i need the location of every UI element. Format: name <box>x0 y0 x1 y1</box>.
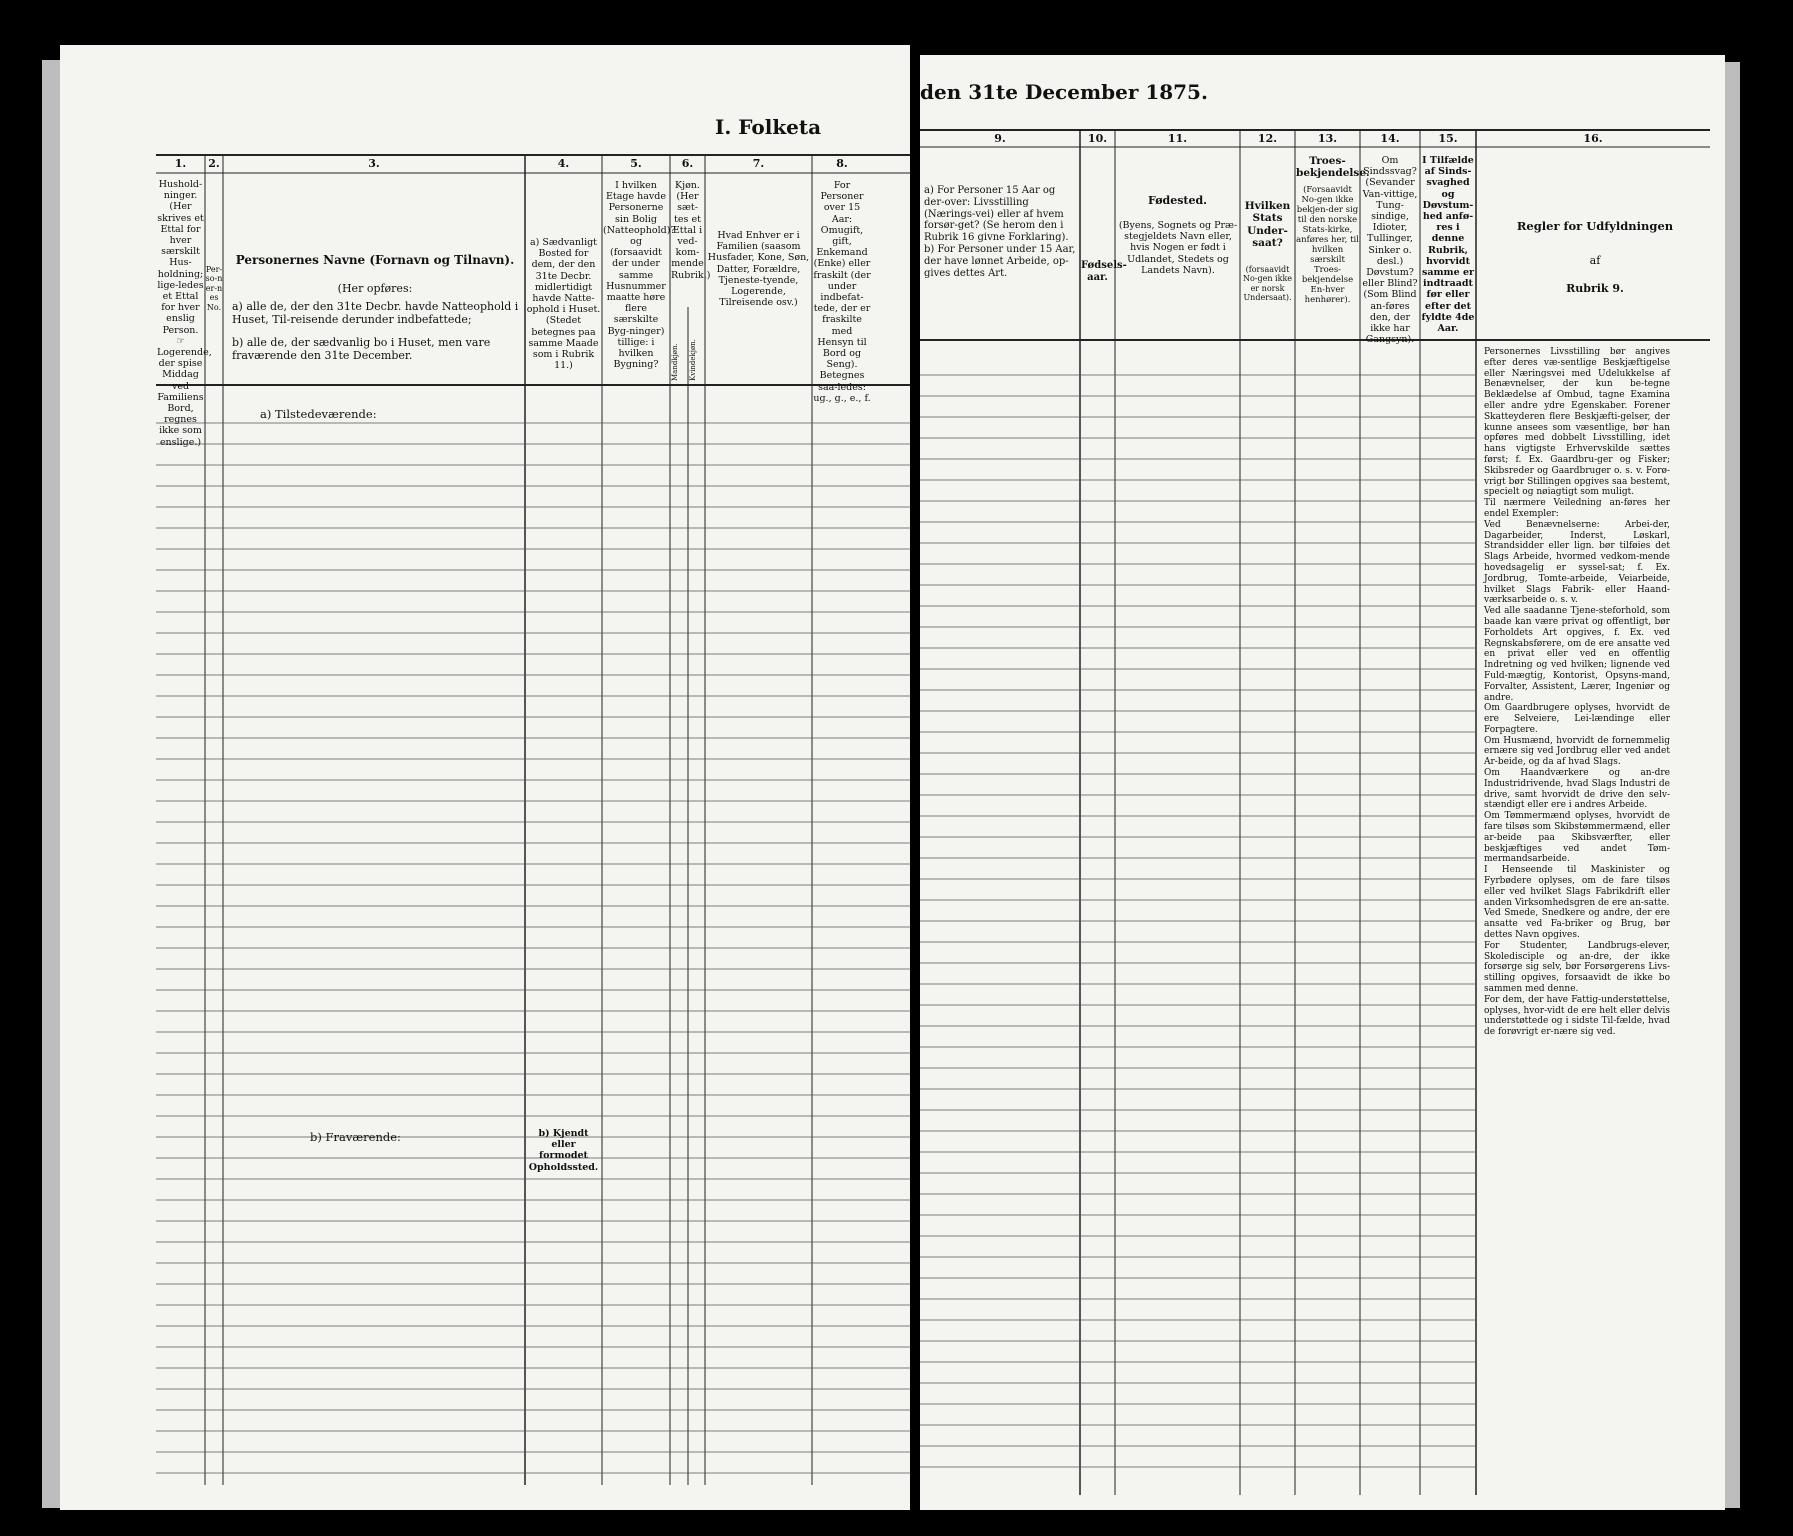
rule-paragraph: Personernes Livsstilling bør angives efter deres væ-sentlige Beskjæftigelse eller Næringsvei med Udelukkelse af Benævnelser, der kun be-tegne Beklædelse af Ombud, tagne Examina eller andre ydre Egenskaber. Forener Skatteyderen flere Beskjæfti-gelser, der kunne ansees som væsentlige, bør han opføres med dobbelt Livsstilling, idet hans vigtigste Erhvervskilde sættes først; f. Ex. Gaardbru-ger og Fisker; Skibsreder og Gaardbruger o. s. v. Forø-vrigt bør Stillingen opgives saa bestemt, specielt og nøiagtigt som muligt. <box>1484 347 1670 498</box>
col-6-female: Kvindekjøn. <box>689 339 697 381</box>
rule-paragraph: For Studenter, Landbrugs-elever, Skoledisciple og an-dre, der ikke forsørge sig selv, bør Forsørgerens Livs-stilling opgives, forsaavidt de ikke bo sammen med denne. <box>1484 940 1670 995</box>
col-8-header: For Personer over 15 Aar: Omugift, gift, Enkemand (Enke) eller fraskilt (der under indbefat-tede, der er fraskilte med Hensyn til Bord og Seng). Betegnes saa-ledes: ug., g., e., f. <box>813 180 871 404</box>
col-16-rubrik: Rubrik 9. <box>1566 282 1624 295</box>
col-11-number: 11. <box>1167 132 1188 145</box>
col-9-header: a) For Personer 15 Aar og der-over: Livsstilling (Nærings-vei) eller af hvem forsør-get? (Se herom den i Rubrik 16 givne Forklaring). b) For Personer under 15 Aar, der have lønnet Arbeide, op-gives dettes Art. <box>924 185 1076 279</box>
rule-paragraph: Til nærmere Veiledning an-føres her endel Exempler: <box>1484 498 1670 519</box>
col-4-number: 4. <box>557 157 570 170</box>
section-present-label: a) Tilstedeværende: <box>260 407 377 421</box>
col-12-header: (forsaavidt No-gen ikke er norsk Undersaat). <box>1242 265 1293 303</box>
col-11-header: (Byens, Sognets og Præ-stegjeldets Navn eller, hvis Nogen er født i Udlandet, Stedets og Landets Navn). <box>1118 220 1238 276</box>
rule-paragraph: Om Husmænd, hvorvidt de fornemmelig ernære sig ved Jordbrug eller ved andet Ar-beide, og da af hvad Slags. <box>1484 735 1670 768</box>
col-13-title: Troes-bekjendelse. <box>1296 155 1370 180</box>
col-14-header: Om Sindssvag? (Sevander Van-vittige, Tung-sindige, Idioter, Tullinger, Sinker o. desl.) Døvstum? eller Blind? (Som Blind an-føres den, der ikke har Gangsyn). <box>1362 155 1418 346</box>
col-16-af: af <box>1589 254 1601 267</box>
col-3-a: a) alle de, der den 31te Decbr. havde Natteophold i Huset, Til-reisende derunder indbefattede; <box>232 300 519 326</box>
col-10-header: Fødsels-aar. <box>1081 260 1127 283</box>
rule-paragraph: I Henseende til Maskinister og Fyrbødere oplyses, om de fare tilsøs eller ved hvilket Slags Fabrikdrift eller anden Virksomhedsgren de ere an-satte. <box>1484 865 1670 908</box>
col-14-number: 14. <box>1380 132 1400 145</box>
col-5-header: I hvilken Etage havde Personerne sin Bolig (Natteophold)? og (forsaavidt der under samme Husnummer maatte høre flere særskilte Byg-ninger) tillige: i hvilken Bygning? <box>603 180 676 371</box>
rule-paragraph: Om Gaardbrugere oplyses, hvorvidt de ere Selveiere, Lei-lændinge eller Forpagtere. <box>1484 703 1670 735</box>
rule-paragraph: For dem, der have Fattig-understøttelse, oplyses, hvor-vidt de ere helt eller delvis understøttede og i sidste Til-fælde, hvad de forøvrigt er-nære sig ved. <box>1484 994 1670 1038</box>
section-absent-col4: b) Kjendt eller formodet Opholdssted. <box>528 1128 599 1173</box>
left-page <box>60 45 910 1510</box>
col-12-number: 12. <box>1257 132 1278 145</box>
col-9-number: 9. <box>994 132 1006 145</box>
rule-paragraph: Om Haandværkere og an-dre Industridrivende, hvad Slags Industri de drive, samt hvorvidt de drive den selv-stændigt eller ere i andres Arbeide. <box>1484 768 1670 811</box>
rule-paragraph: Ved Benævnelserne: Arbei-der, Dagarbeider, Inderst, Løskarl, Strandsidder eller lign. bør tilføies det Slags Arbeide, hvormed vedkom-mende hovedsagelig er syssel-sat; f. Ex. Jordbrug, Tomte-arbeide, Veiarbeide, hvilket Slags Fabrik- eller Haand-værksarbeide o. s. v. <box>1484 519 1670 606</box>
col-4-header: a) Sædvanligt Bosted for dem, der den 31te Decbr. midlertidigt havde Natte-ophold i Huset. (Stedet betegnes paa samme Maade som i Rubrik 11.) <box>526 237 601 372</box>
col-13-header: (Forsaavidt No-gen ikke bekjen-der sig til den norske Stats-kirke, anføres her, til hvilken særskilt Troes-bekjendelse En-hver henhører). <box>1296 185 1359 306</box>
col-6-header: Kjøn. (Her sæt-tes et Ettal i ved-kom-mende Rubrik.) <box>671 180 711 281</box>
col-3-b: b) alle de, der sædvanlig bo i Huset, men vare fraværende den 31te December. <box>232 336 491 362</box>
rule-paragraph: Om Tømmermænd oplyses, hvorvidt de fare tilsøs som Skibstømmermænd, eller ar-beide paa Skibsværfter, eller beskjæftiges ved andet Tøm-mermandsarbeide. <box>1484 811 1670 865</box>
col-2-number: 2. <box>208 157 220 170</box>
col-11-title: Fødested. <box>1147 194 1208 207</box>
col-5-number: 5. <box>630 157 642 170</box>
col-12-title: Hvilken Stats Under-saat? <box>1244 200 1291 250</box>
col-1-number: 1. <box>174 157 187 170</box>
col-7-header: Hvad Enhver er i Familien (saasom Husfader, Kone, Søn, Datter, Forældre, Tjeneste-tyende, Logerende, Tilreisende osv.) <box>707 230 810 309</box>
rules-text <box>1484 347 1670 1038</box>
col-8-number: 8. <box>836 157 848 170</box>
col-3-number: 3. <box>368 157 380 170</box>
col-7-number: 7. <box>752 157 765 170</box>
right-page <box>920 55 1725 1510</box>
col-2-header: Per-so-ner-nes No. <box>205 265 223 312</box>
col-16-title: Regler for Udfyldningen <box>1516 219 1674 233</box>
rule-paragraph: Ved alle saadanne Tjene-steforhold, som baade kan være privat og offentligt, bør Forholdets Art opgives, f. Ex. ved Regnskabsførere, om de ere ansatte ved en privat eller ved en offentlig Indretning og ved hvilken; lignende ved Fuld-mægtig, Kontorist, Opsyns-mand, Forvalter, Assistent, Lærer, Ingeniør og andre. <box>1484 606 1670 703</box>
col-10-number: 10. <box>1087 132 1108 145</box>
col-6-male: Mandkjøn. <box>671 343 679 381</box>
col-3-title: Personernes Navne (Fornavn og Tilnavn). <box>235 253 515 267</box>
col-15-header: I Tilfælde af Sinds-svaghed og Døvstum-hed anfø-res i denne Rubrik, hvorvidt samme er indtraadt før eller efter det fyldte 4de Aar. <box>1421 155 1475 335</box>
col-15-number: 15. <box>1438 132 1458 145</box>
col-6-number: 6. <box>681 157 694 170</box>
rule-paragraph: Ved Smede, Snedkere og andre, der ere ansatte ved Fa-briker og Brug, bør dettes Navn opgives. <box>1484 908 1670 941</box>
page-title-left: I. Folketa <box>715 115 822 139</box>
col-1-header: Hushold-ninger. (Her skrives et Ettal for hver særskilt Hus-holdning; lige-ledes et Ettal for hver enslig Person. ☞ Logerende, der spise Middag ved Familiens Bord, regnes ikke som enslige.) <box>157 179 212 448</box>
section-absent-label: b) Fraværende: <box>310 1130 401 1144</box>
page-title-right: den 31te December 1875. <box>920 80 1208 104</box>
col-16-number: 16. <box>1583 132 1603 145</box>
col-3-sub: (Her opføres: <box>337 282 413 295</box>
col-13-number: 13. <box>1317 132 1338 145</box>
